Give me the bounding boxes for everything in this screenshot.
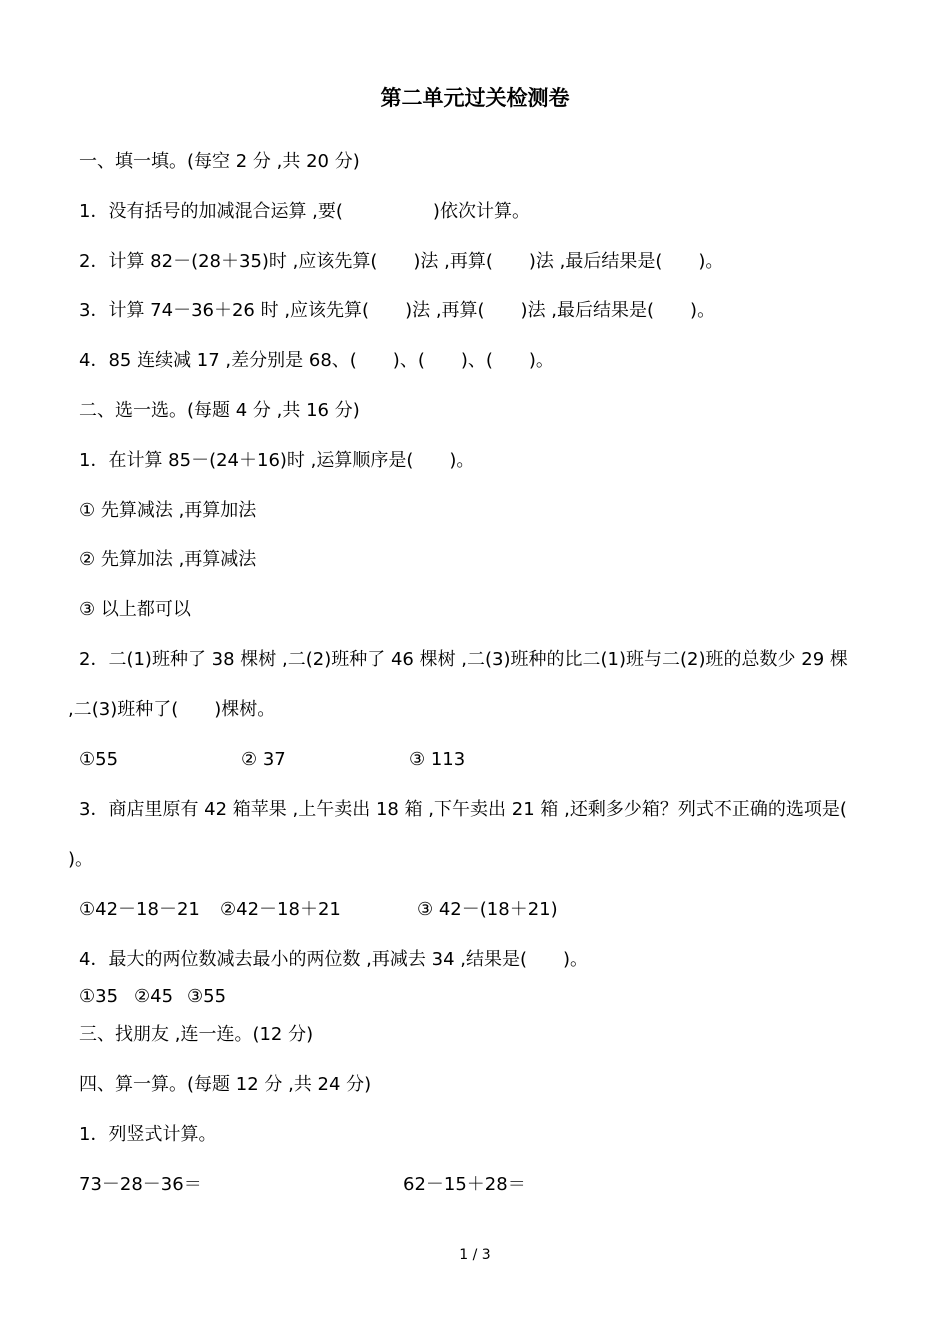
section4-heading: 四、算一算。(每题 12 分 ,共 24 分) bbox=[79, 1074, 372, 1095]
section2-q1-option-1: ① 先算减法 ,再算加法 bbox=[79, 500, 257, 521]
section2-question-4: 4．最大的两位数减去最小的两位数 ,再减去 34 ,结果是( )。 bbox=[79, 949, 589, 970]
section2-q1-option-2: ② 先算加法 ,再算减法 bbox=[79, 549, 257, 570]
section2-q2-option-2: ② 37 bbox=[241, 749, 286, 770]
section4-expression-2: 62－15＋28＝ bbox=[403, 1174, 526, 1195]
section2-q3-option-2: ②42－18＋21 bbox=[220, 899, 341, 920]
section4-question-1: 1．列竖式计算。 bbox=[79, 1124, 217, 1145]
section2-question-2-line1: 2．二(1)班种了 38 棵树 ,二(2)班种了 46 棵树 ,二(3)班种的比二(1)班与二(2)班的总数少 29 棵 bbox=[79, 649, 848, 670]
page-title: 第二单元过关检测卷 bbox=[380, 86, 570, 110]
section2-q1-option-3: ③ 以上都可以 bbox=[79, 599, 191, 620]
section2-q4-option-2: ②45 bbox=[134, 986, 174, 1007]
section4-expression-1: 73－28－36＝ bbox=[79, 1174, 202, 1195]
section1-question-2: 2．计算 82－(28＋35)时 ,应该先算( )法 ,再算( )法 ,最后结果是( )。 bbox=[79, 251, 724, 272]
section2-q2-option-3: ③ 113 bbox=[409, 749, 466, 770]
section1-question-4: 4．85 连续减 17 ,差分别是 68、( )、( )、( )。 bbox=[79, 350, 554, 371]
section2-heading: 二、选一选。(每题 4 分 ,共 16 分) bbox=[79, 400, 360, 421]
section2-question-3-line2: )。 bbox=[68, 849, 94, 870]
section2-question-2-line2: ,二(3)班种了( )棵树。 bbox=[68, 699, 276, 720]
section2-question-3-line1: 3．商店里原有 42 箱苹果 ,上午卖出 18 箱 ,下午卖出 21 箱 ,还剩多少箱？列式不正确的选项是( bbox=[79, 799, 847, 820]
page-number: 1 / 3 bbox=[459, 1247, 491, 1263]
section2-q4-option-3: ③55 bbox=[187, 986, 227, 1007]
section1-question-1: 1．没有括号的加减混合运算 ,要( )依次计算。 bbox=[79, 201, 530, 222]
section2-question-1: 1．在计算 85－(24＋16)时 ,运算顺序是( )。 bbox=[79, 450, 475, 471]
section1-question-3: 3．计算 74－36＋26 时 ,应该先算( )法 ,再算( )法 ,最后结果是( )。 bbox=[79, 300, 716, 321]
section2-q3-option-1: ①42－18－21 bbox=[79, 899, 200, 920]
section1-heading: 一、填一填。(每空 2 分 ,共 20 分) bbox=[79, 151, 360, 172]
section2-q4-option-1: ①35 bbox=[79, 986, 119, 1007]
section2-q3-option-3: ③ 42－(18＋21) bbox=[417, 899, 558, 920]
section2-q2-option-1: ①55 bbox=[79, 749, 119, 770]
section3-heading: 三、找朋友 ,连一连。(12 分) bbox=[79, 1024, 314, 1045]
